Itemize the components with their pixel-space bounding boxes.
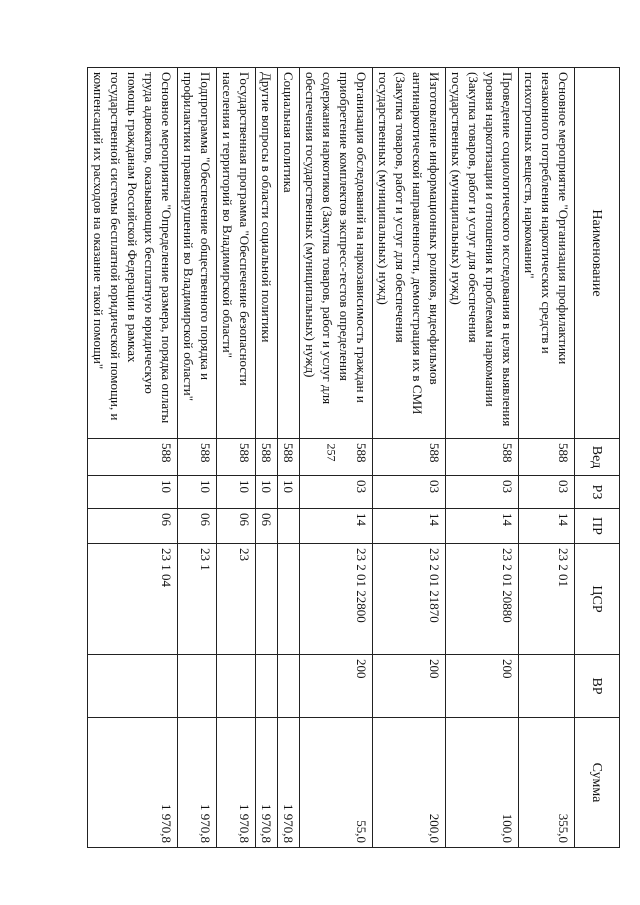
cell-rz: 03 [519, 476, 575, 509]
cell-pr: 06 [88, 509, 178, 544]
cell-pr [278, 509, 300, 544]
table-row [300, 68, 373, 848]
cell-vr [256, 655, 278, 718]
table-row [278, 68, 300, 848]
cell-rz: 10 [178, 476, 217, 509]
cell-name: Государственная программа "Обеспечение безопасности населения и территорий во Владимирской области" [217, 68, 256, 439]
cell-pr: 14 [519, 509, 575, 544]
page-number: 257 [324, 443, 339, 462]
cell-name: Социальная политика [278, 68, 300, 439]
cell-csr: 23 2 01 20880 [446, 544, 519, 655]
table-row [88, 68, 178, 848]
cell-rz: 10 [278, 476, 300, 509]
header-vr: ВР [575, 655, 620, 718]
table-row [519, 68, 575, 848]
cell-sum: 200,0 [373, 718, 446, 848]
cell-vr: 200 [446, 655, 519, 718]
cell-sum: 1 970,8 [278, 718, 300, 848]
cell-csr: 23 1 04 [88, 544, 178, 655]
cell-ved: 588 [178, 439, 217, 476]
header-sum: Сумма [575, 718, 620, 848]
cell-ved: 588 [278, 439, 300, 476]
header-csr: ЦСР [575, 544, 620, 655]
cell-name: Изготовление информационных роликов, видеофильмов антинаркотической направленности, демонстрация их в СМИ (Закупка товаров, работ и услуг для обеспечения государственных (муниципальных) нужд) [373, 68, 446, 439]
table-row [256, 68, 278, 848]
header-ved: Вед [575, 439, 620, 476]
cell-ved: 588 [446, 439, 519, 476]
cell-sum: 355,0 [519, 718, 575, 848]
cell-pr: 14 [446, 509, 519, 544]
cell-rz: 03 [446, 476, 519, 509]
cell-ved: 588 [373, 439, 446, 476]
header-name: Наименование [575, 68, 620, 439]
cell-vr [278, 655, 300, 718]
cell-rz: 03 [300, 476, 373, 509]
header-rz: РЗ [575, 476, 620, 509]
budget-table [87, 67, 620, 848]
cell-sum: 100,0 [446, 718, 519, 848]
cell-vr [88, 655, 178, 718]
cell-name: Проведение социологического исследования в целях выявления уровня наркотизации и отношения к проблемам наркомании (Закупка товаров, работ и услуг для обеспечения государственных (муниципальных) нужд) [446, 68, 519, 439]
cell-ved: 588 [88, 439, 178, 476]
cell-pr: 06 [217, 509, 256, 544]
cell-name: Организация обследований на наркозависимость граждан и приобретение комплектов экспресс-тестов определения содержания наркотиков (Закупка товаров, работ и услуг для обеспечения государственных (муниципальных) нужд) [300, 68, 373, 439]
cell-ved: 588 [519, 439, 575, 476]
cell-csr: 23 [217, 544, 256, 655]
cell-csr: 23 2 01 21870 [373, 544, 446, 655]
cell-name: Основное мероприятие "Определение размера, порядка оплаты труда адвокатов, оказывающих бесплатную юридическую помощь гражданам Российской Федерации в рамках государственной системы бесплатной юридической помощи, и компенсаций их расходов на оказание такой помощи" [88, 68, 178, 439]
cell-ved: 588 [217, 439, 256, 476]
cell-ved: 588 [256, 439, 278, 476]
cell-sum: 1 970,8 [256, 718, 278, 848]
header-row [575, 68, 620, 848]
cell-name: Основное мероприятие "Организация профилактики незаконного потребления наркотических средств и психотропных веществ, наркомании" [519, 68, 575, 439]
cell-sum: 55,0 [300, 718, 373, 848]
cell-rz: 10 [256, 476, 278, 509]
cell-rz: 10 [217, 476, 256, 509]
cell-pr: 06 [256, 509, 278, 544]
cell-sum: 1 970,8 [88, 718, 178, 848]
cell-rz: 03 [373, 476, 446, 509]
cell-rz: 10 [88, 476, 178, 509]
cell-csr: 23 1 [178, 544, 217, 655]
table-row [217, 68, 256, 848]
cell-pr: 14 [300, 509, 373, 544]
cell-vr: 200 [300, 655, 373, 718]
cell-name: Другие вопросы в области социальной политики [256, 68, 278, 439]
cell-sum: 1 970,8 [217, 718, 256, 848]
cell-sum: 1 970,8 [178, 718, 217, 848]
table-row [446, 68, 519, 848]
cell-vr [217, 655, 256, 718]
table-row [178, 68, 217, 848]
cell-name: Подпрограмма "Обеспечение общественного порядка и профилактики правонарушений во Владимирской области" [178, 68, 217, 439]
rotated-page [91, 67, 620, 847]
cell-csr [256, 544, 278, 655]
cell-vr [519, 655, 575, 718]
table-row [373, 68, 446, 848]
header-pr: ПР [575, 509, 620, 544]
cell-ved: 588 [300, 439, 373, 476]
cell-vr [178, 655, 217, 718]
cell-csr: 23 2 01 22800 [300, 544, 373, 655]
cell-pr: 14 [373, 509, 446, 544]
cell-csr: 23 2 01 [519, 544, 575, 655]
cell-csr [278, 544, 300, 655]
cell-pr: 06 [178, 509, 217, 544]
cell-vr: 200 [373, 655, 446, 718]
